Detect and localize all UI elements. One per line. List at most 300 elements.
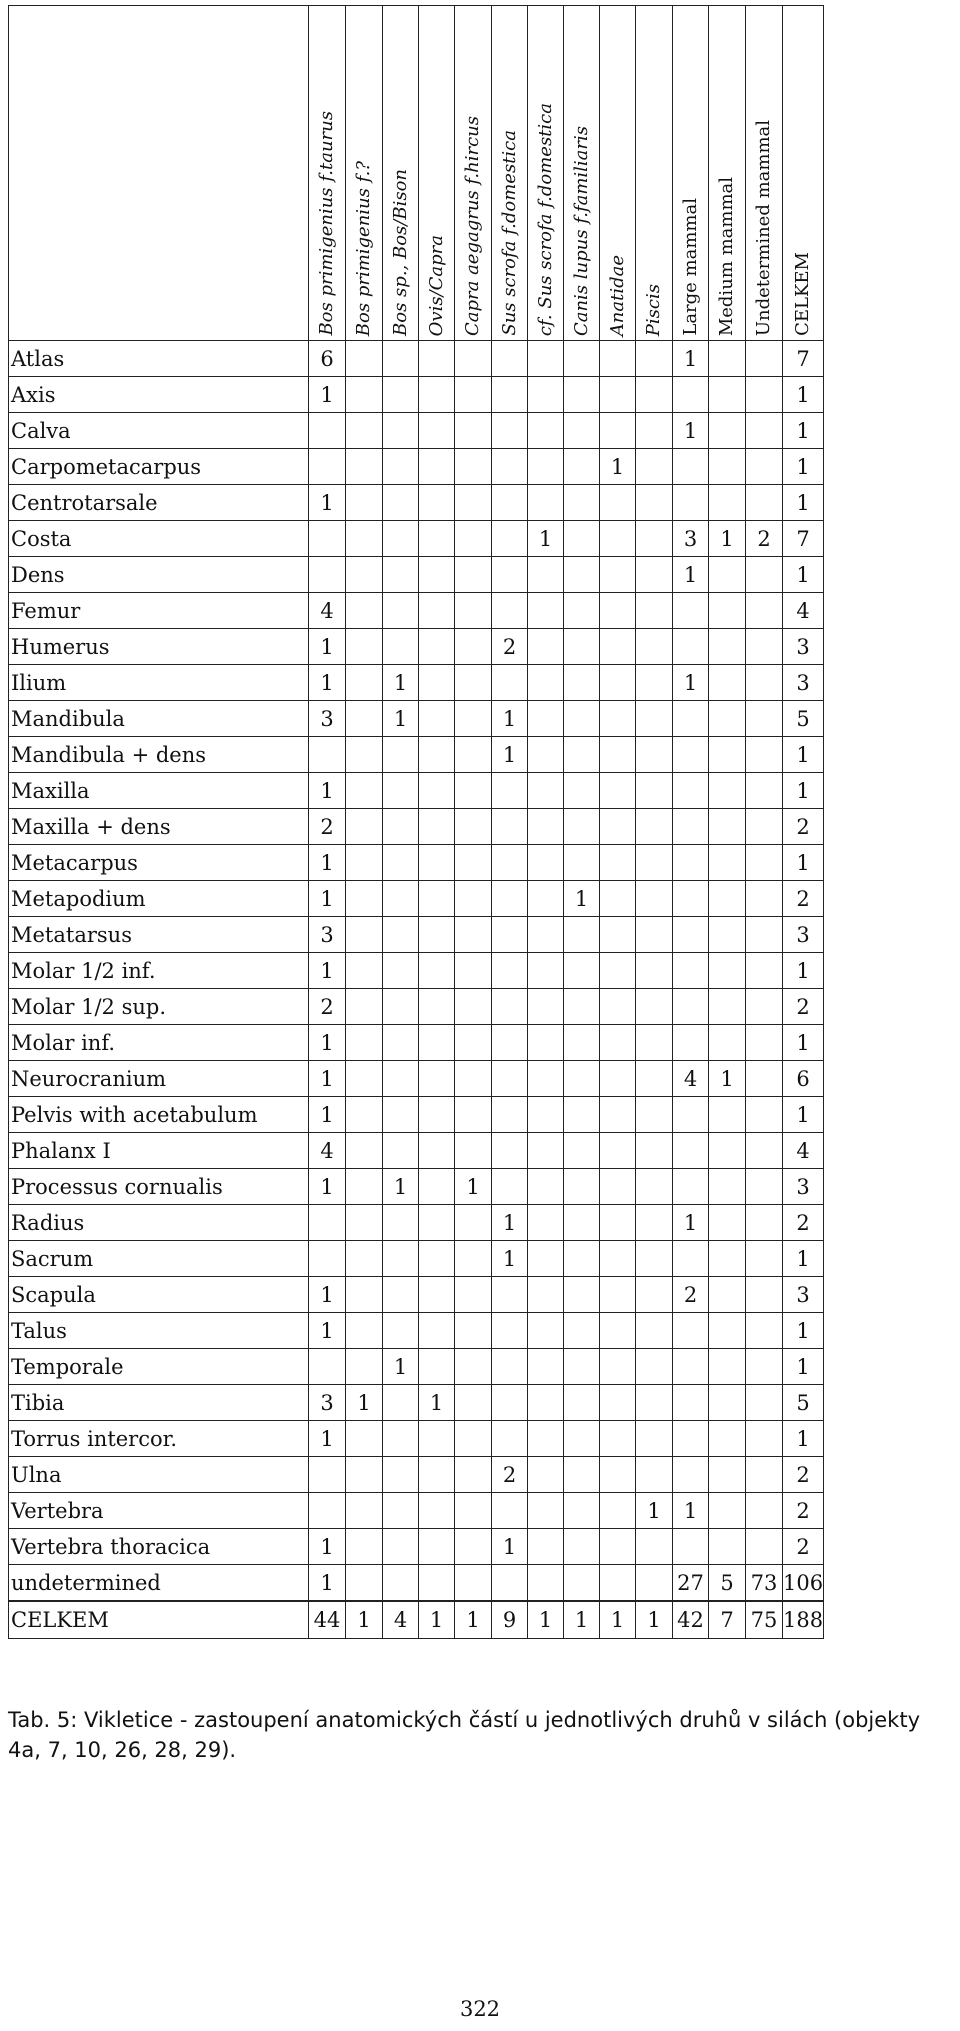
count-cell [419,1457,455,1493]
count-cell [383,1241,419,1277]
count-cell: 1 [709,521,746,557]
count-cell [309,449,346,485]
count-cell [636,917,673,953]
row-total-cell: 2 [783,989,824,1025]
count-cell [673,1133,709,1169]
table-row [9,737,824,773]
count-cell [455,1565,492,1602]
column-header-label: Large mammal [679,198,701,336]
count-cell [419,593,455,629]
count-cell [673,449,709,485]
count-cell: 1 [673,1493,709,1529]
count-cell: 2 [309,989,346,1025]
count-cell: 1 [309,845,346,881]
count-cell [492,1097,528,1133]
count-cell [709,1457,746,1493]
count-cell [419,1529,455,1565]
table-row [9,1169,824,1205]
anatomy-table [8,5,824,1639]
count-cell [419,377,455,413]
count-cell [419,1133,455,1169]
table-row [9,629,824,665]
count-cell [746,1025,783,1061]
count-cell [746,1349,783,1385]
count-cell [455,773,492,809]
count-cell [383,341,419,377]
count-cell: 6 [309,341,346,377]
count-cell [346,665,383,701]
count-cell [564,1025,600,1061]
count-cell [492,593,528,629]
count-cell [709,1493,746,1529]
row-total-cell: 1 [783,1241,824,1277]
count-cell [564,737,600,773]
count-cell [600,773,636,809]
count-cell [528,413,564,449]
count-cell [455,989,492,1025]
count-cell: 1 [636,1493,673,1529]
count-cell [636,1205,673,1241]
count-cell [492,341,528,377]
table-row [9,485,824,521]
count-cell [346,1349,383,1385]
count-cell [309,1457,346,1493]
table-row [9,1565,824,1602]
count-cell: 1 [564,881,600,917]
count-cell [636,701,673,737]
count-cell [673,701,709,737]
table-row [9,809,824,845]
count-cell [383,1025,419,1061]
count-cell [673,773,709,809]
count-cell [673,593,709,629]
count-cell: 1 [492,1529,528,1565]
count-cell [455,341,492,377]
row-total-cell: 1 [783,449,824,485]
count-cell [528,485,564,521]
row-total-cell: 6 [783,1061,824,1097]
count-cell [746,341,783,377]
row-label: Mandibula [9,701,309,737]
count-cell [600,701,636,737]
count-cell [600,1025,636,1061]
count-cell [636,1457,673,1493]
row-total-cell: 1 [783,845,824,881]
count-cell [600,1205,636,1241]
count-cell [346,1529,383,1565]
count-cell [455,1097,492,1133]
count-cell [746,377,783,413]
count-cell: 4 [309,1133,346,1169]
count-cell [528,953,564,989]
count-cell [346,341,383,377]
count-cell [383,1097,419,1133]
column-header [600,6,636,341]
count-cell [600,989,636,1025]
count-cell [528,1529,564,1565]
count-cell [528,989,564,1025]
count-cell [383,1457,419,1493]
count-cell: 1 [419,1385,455,1421]
count-cell: 2 [492,1457,528,1493]
count-cell [564,1277,600,1313]
count-cell [746,1313,783,1349]
row-label: Mandibula + dens [9,737,309,773]
count-cell [383,1385,419,1421]
count-cell [709,593,746,629]
table-row [9,1133,824,1169]
count-cell [455,809,492,845]
count-cell [419,1565,455,1602]
count-cell [636,809,673,845]
count-cell: 27 [673,1565,709,1602]
count-cell [492,377,528,413]
table-row [9,1457,824,1493]
count-cell [709,701,746,737]
count-cell [600,1133,636,1169]
count-cell [636,557,673,593]
count-cell [746,485,783,521]
count-cell [309,521,346,557]
row-label: Metacarpus [9,845,309,881]
count-cell [709,1241,746,1277]
count-cell: 2 [492,629,528,665]
count-cell [419,557,455,593]
count-cell: 1 [383,701,419,737]
total-row [9,1601,824,1639]
column-header [383,6,419,341]
count-cell [419,1169,455,1205]
count-cell: 1 [309,1097,346,1133]
count-cell [492,1493,528,1529]
count-cell [709,845,746,881]
count-cell [600,809,636,845]
row-total-cell: 1 [783,773,824,809]
row-label: CELKEM [9,1601,309,1639]
count-cell [455,521,492,557]
count-cell [636,629,673,665]
count-cell [746,557,783,593]
column-header-label: Bos primigenius f.? [353,160,374,336]
count-cell [528,1025,564,1061]
count-cell [383,449,419,485]
count-cell [673,629,709,665]
count-cell [528,449,564,485]
row-total-cell: 3 [783,1277,824,1313]
row-label: Femur [9,593,309,629]
count-cell [455,1205,492,1241]
count-cell [564,629,600,665]
count-cell: 4 [673,1061,709,1097]
count-cell [419,449,455,485]
count-cell [746,845,783,881]
count-cell [746,1385,783,1421]
count-cell [455,737,492,773]
count-cell [564,593,600,629]
count-cell [564,917,600,953]
count-cell [419,917,455,953]
count-cell [455,701,492,737]
count-cell: 1 [383,1349,419,1385]
row-label: Dens [9,557,309,593]
count-cell [419,629,455,665]
count-cell [346,881,383,917]
count-cell [455,413,492,449]
count-cell [383,629,419,665]
row-label: Calva [9,413,309,449]
count-cell [564,1169,600,1205]
count-cell [600,1241,636,1277]
count-cell [709,1169,746,1205]
count-cell [528,1421,564,1457]
table-row [9,593,824,629]
count-cell: 44 [309,1601,346,1639]
count-cell [528,917,564,953]
table-row [9,845,824,881]
count-cell [346,1241,383,1277]
table-row [9,1097,824,1133]
count-cell: 1 [673,341,709,377]
count-cell [673,1025,709,1061]
table-row [9,665,824,701]
count-cell: 1 [492,701,528,737]
count-cell [636,413,673,449]
count-cell [455,377,492,413]
count-cell [746,593,783,629]
table-row [9,1025,824,1061]
count-cell [492,1025,528,1061]
count-cell [346,1133,383,1169]
row-total-cell: 1 [783,1313,824,1349]
count-cell [346,449,383,485]
count-cell [419,665,455,701]
row-total-cell: 5 [783,701,824,737]
count-cell [528,1313,564,1349]
count-cell: 1 [455,1601,492,1639]
count-cell [528,881,564,917]
count-cell: 1 [309,629,346,665]
count-cell [528,1349,564,1385]
count-cell [383,953,419,989]
count-cell [383,737,419,773]
row-label: Costa [9,521,309,557]
row-total-cell: 106 [783,1565,824,1602]
count-cell [564,1349,600,1385]
row-label: Maxilla [9,773,309,809]
row-label: Radius [9,1205,309,1241]
count-cell [600,845,636,881]
count-cell [455,881,492,917]
count-cell: 1 [383,1169,419,1205]
count-cell [383,485,419,521]
count-cell [673,1385,709,1421]
count-cell [746,1457,783,1493]
count-cell [600,557,636,593]
count-cell [528,1277,564,1313]
row-total-cell: 4 [783,1133,824,1169]
count-cell [709,1025,746,1061]
count-cell [636,1169,673,1205]
count-cell: 1 [492,737,528,773]
count-cell [528,701,564,737]
count-cell [383,413,419,449]
count-cell: 1 [528,521,564,557]
count-cell [346,845,383,881]
count-cell [564,1061,600,1097]
count-cell [564,1493,600,1529]
count-cell: 3 [673,521,709,557]
count-cell: 3 [309,917,346,953]
count-cell [419,809,455,845]
count-cell [564,377,600,413]
count-cell [528,665,564,701]
count-cell [709,1205,746,1241]
count-cell [636,1025,673,1061]
count-cell [709,1421,746,1457]
count-cell [383,989,419,1025]
count-cell [492,1133,528,1169]
count-cell [600,341,636,377]
row-total-cell: 7 [783,521,824,557]
count-cell [636,341,673,377]
column-header-label: cf. Sus scrofa f.domestica [534,102,556,336]
count-cell [419,1421,455,1457]
count-cell [673,1421,709,1457]
count-cell: 2 [673,1277,709,1313]
row-label: Molar 1/2 sup. [9,989,309,1025]
row-label: Ilium [9,665,309,701]
count-cell [346,809,383,845]
count-cell [492,521,528,557]
row-label: Carpometacarpus [9,449,309,485]
count-cell [492,1313,528,1349]
count-cell [636,485,673,521]
table-row [9,377,824,413]
count-cell [492,917,528,953]
count-cell [709,809,746,845]
count-cell [309,1241,346,1277]
count-cell [455,845,492,881]
count-cell [600,1493,636,1529]
row-label: Molar 1/2 inf. [9,953,309,989]
count-cell [746,449,783,485]
table-row [9,557,824,593]
table-row [9,953,824,989]
count-cell: 1 [309,1421,346,1457]
count-cell [746,1169,783,1205]
count-cell [346,773,383,809]
count-cell [600,377,636,413]
column-header [346,6,383,341]
count-cell [673,881,709,917]
count-cell [564,449,600,485]
count-cell [528,1133,564,1169]
row-total-cell: 4 [783,593,824,629]
count-cell [419,1025,455,1061]
count-cell: 1 [309,665,346,701]
count-cell [492,845,528,881]
table-row [9,917,824,953]
count-cell [746,665,783,701]
row-label: Maxilla + dens [9,809,309,845]
row-label: Torrus intercor. [9,1421,309,1457]
count-cell [746,809,783,845]
count-cell [636,1565,673,1602]
count-cell: 1 [673,1205,709,1241]
count-cell: 3 [309,1385,346,1421]
row-total-cell: 2 [783,1493,824,1529]
count-cell [564,1133,600,1169]
count-cell [419,1277,455,1313]
count-cell: 42 [673,1601,709,1639]
row-total-cell: 1 [783,1025,824,1061]
count-cell [673,1241,709,1277]
table-row [9,881,824,917]
count-cell [419,1097,455,1133]
count-cell [564,773,600,809]
count-cell [564,1097,600,1133]
count-cell [746,1097,783,1133]
count-cell [746,881,783,917]
count-cell [600,485,636,521]
count-cell: 1 [309,953,346,989]
row-total-cell: 3 [783,1169,824,1205]
count-cell [492,1385,528,1421]
count-cell [746,1241,783,1277]
row-total-cell: 1 [783,1349,824,1385]
count-cell [528,629,564,665]
column-header-label: Capra aegagrus f.hircus [462,115,483,336]
count-cell: 1 [309,1565,346,1602]
count-cell [492,1169,528,1205]
count-cell [673,485,709,521]
count-cell: 1 [309,1529,346,1565]
count-cell [564,1421,600,1457]
count-cell [309,557,346,593]
count-cell [746,629,783,665]
count-cell [746,1277,783,1313]
count-cell [492,953,528,989]
count-cell [383,1205,419,1241]
table-row [9,773,824,809]
row-label: undetermined [9,1565,309,1602]
count-cell [600,413,636,449]
count-cell [528,845,564,881]
row-total-cell: 7 [783,341,824,377]
row-total-cell: 2 [783,809,824,845]
row-total-cell: 2 [783,1457,824,1493]
count-cell [636,773,673,809]
row-total-cell: 3 [783,629,824,665]
count-cell [746,953,783,989]
column-header [455,6,492,341]
count-cell: 1 [492,1241,528,1277]
count-cell [636,449,673,485]
column-header-label: Undetermined mammal [753,119,774,336]
count-cell [383,1493,419,1529]
row-total-cell: 2 [783,1205,824,1241]
table-row [9,1493,824,1529]
count-cell [492,989,528,1025]
column-header [492,6,528,341]
count-cell [309,1205,346,1241]
count-cell [746,1061,783,1097]
count-cell [528,1385,564,1421]
count-cell: 73 [746,1565,783,1602]
count-cell [564,1457,600,1493]
count-cell [383,1277,419,1313]
count-cell [600,629,636,665]
